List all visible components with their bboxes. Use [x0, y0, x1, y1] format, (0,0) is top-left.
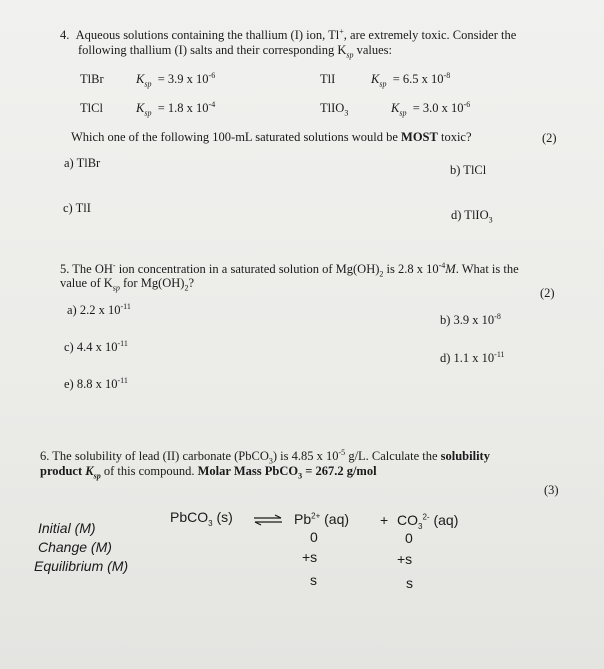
q6-line1: 6. The solubility of lead (II) carbonate (PbCO$_3$) is 4.85 x $10^{-5}$ g/L. Calculate the solubility	[40, 447, 490, 466]
salt-tli: TlI	[320, 72, 336, 86]
q5-line2: value of $K_{sp}$ for $Mg(OH)_2$?	[60, 276, 195, 293]
pb-change: +s	[302, 549, 318, 565]
reactant-pbco3: PbCO$_3$ (s)	[170, 509, 233, 528]
pb-initial: 0	[310, 529, 318, 545]
q6-points: (3)	[544, 483, 559, 497]
row-change: Change (M)	[38, 539, 112, 555]
plus-sign: +	[380, 512, 389, 528]
ksp-tli: $K_{sp} = 6.5$ x $10^{-8}$	[371, 70, 451, 89]
co3-initial: 0	[405, 530, 413, 546]
salt-tlio3: TlIO$_3$	[320, 101, 349, 118]
q5-option-e: e) 8.8 x $10^{-11}$	[64, 375, 128, 391]
q5-option-a: a) 2.2 x $10^{-11}$	[67, 301, 131, 317]
ksp-tlio3: $K_{sp} = 3.0$ x $10^{-6}$	[391, 99, 471, 118]
row-equilibrium: Equilibrium (M)	[34, 558, 129, 574]
q4-option-b: b) TlCl	[450, 163, 487, 177]
q4-option-c: c) TlI	[63, 201, 91, 215]
salt-tlcl: TlCl	[80, 101, 103, 115]
product-pb2plus: $Pb^{2+}$ (aq)	[294, 511, 350, 527]
q4-intro-line1: 4. Aqueous solutions containing the thallium (I) ion, Tl+, are extremely toxic. Consider the	[60, 26, 517, 42]
q4-intro-line2: following thallium (I) salts and their corresponding $K_{sp}$ values:	[78, 43, 393, 60]
equilibrium-arrow-icon	[253, 514, 283, 526]
q5-option-b: b) 3.9 x $10^{-8}$	[440, 311, 501, 327]
co3-change: +s	[397, 551, 413, 567]
ksp-tlcl: $K_{sp} = 1.8$ x $10^{-4}$	[136, 99, 216, 118]
row-initial: Initial (M)	[38, 520, 96, 536]
q5-option-c: c) 4.4 x $10^{-11}$	[64, 338, 128, 354]
q5-option-d: d) 1.1 x $10^{-11}$	[440, 349, 505, 365]
salt-tlbr: TlBr	[80, 72, 104, 86]
q5-line1: 5. The OH- ion concentration in a saturated solution of $Mg(OH)_2$ is 2.8 x $10^{-4}M$. What is the	[60, 260, 519, 279]
q4-option-a: a) TlBr	[64, 156, 101, 170]
q4-points: (2)	[542, 131, 557, 145]
product-co3: $CO_3^{2-}$ (aq)	[397, 512, 459, 531]
ksp-tlbr: $K_{sp} = 3.9$ x $10^{-6}$	[136, 70, 216, 89]
q4-option-d: d) TlIO$_3$	[451, 208, 493, 225]
q4-question: Which one of the following 100-mL saturated solutions would be MOST toxic?	[71, 130, 472, 144]
q6-line2: product $K_{sp}$ of this compound. Molar Mass PbCO$_3$ = 267.2 g/mol	[40, 464, 377, 481]
q5-points: (2)	[540, 286, 555, 300]
pb-equilibrium: s	[310, 572, 317, 588]
co3-equilibrium: s	[406, 575, 413, 591]
